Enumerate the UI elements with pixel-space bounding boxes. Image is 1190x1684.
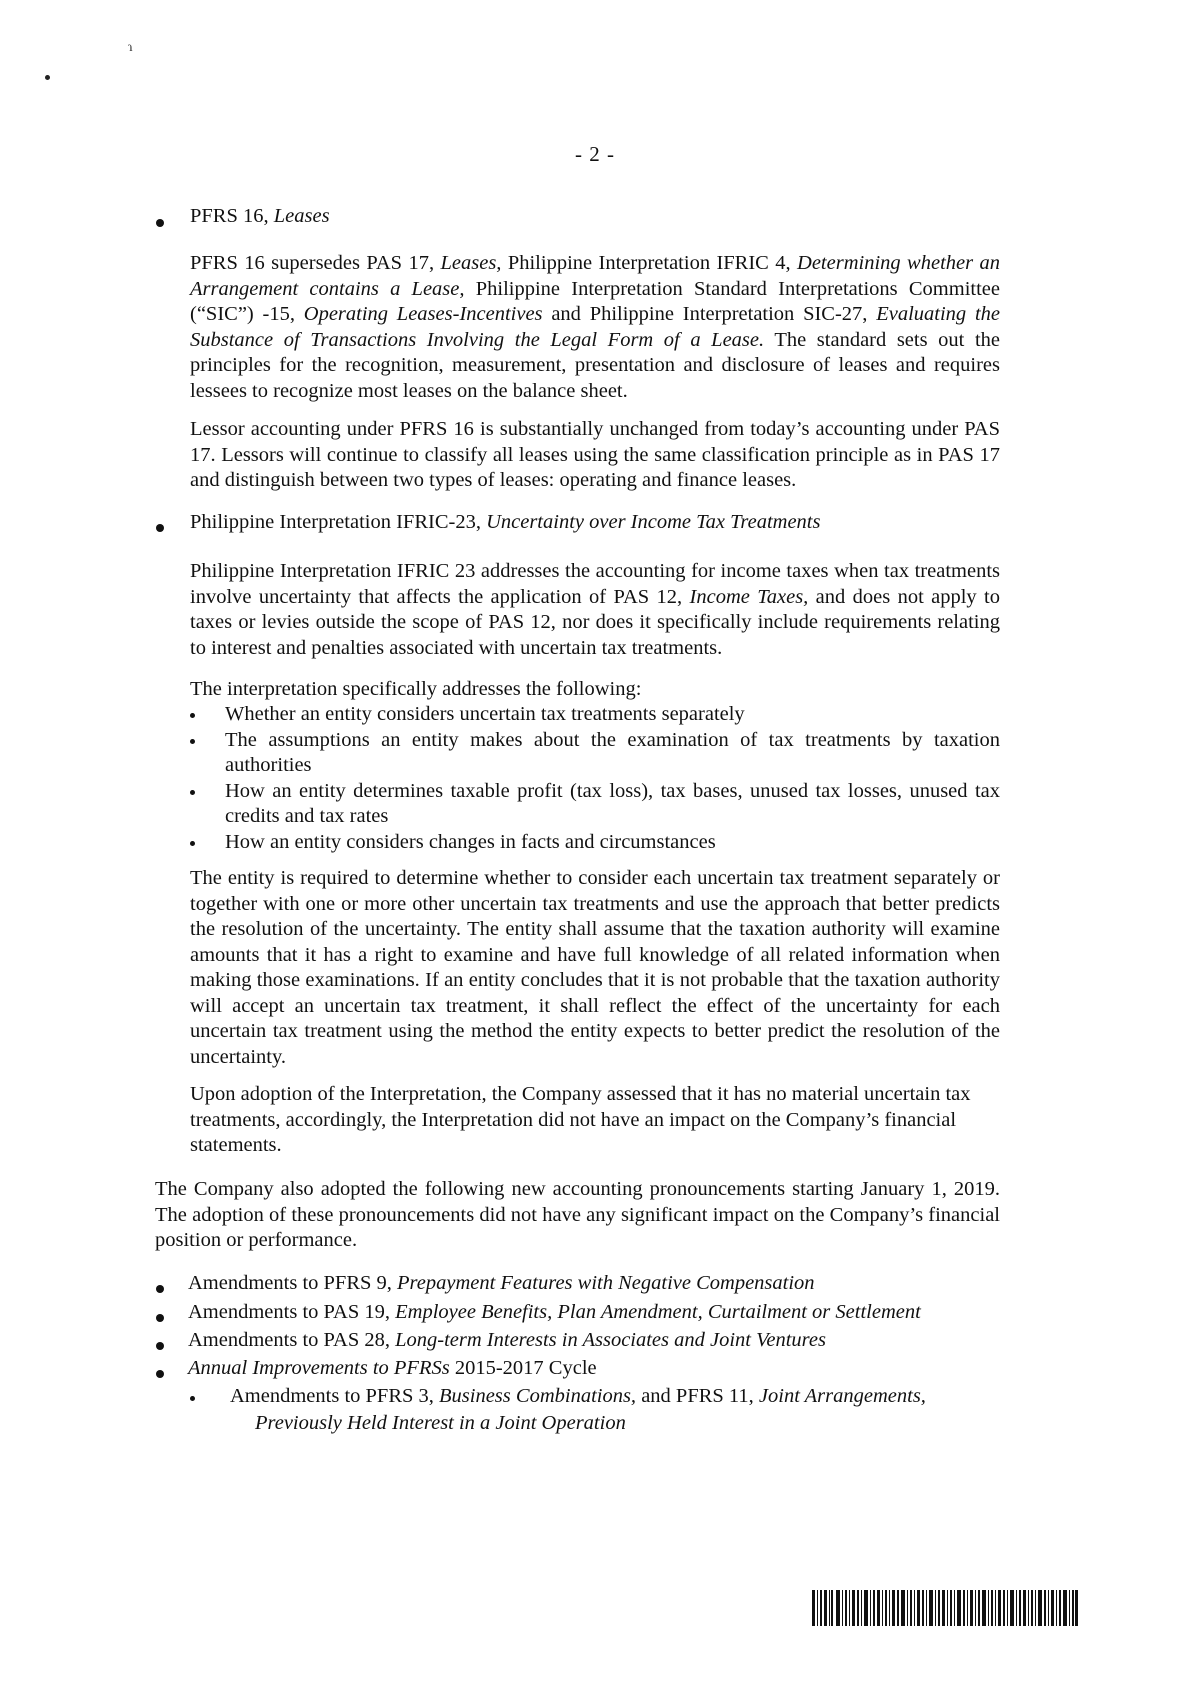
text-run-italic: Operating Leases-Incentives bbox=[303, 303, 543, 325]
page-number: - 2 - bbox=[575, 142, 615, 166]
bullet-icon bbox=[190, 739, 195, 744]
text-run-italic: Determining whether an Arrangement contains a Lease, bbox=[190, 252, 1000, 300]
text-run-italic: Employee Benefits, Plan Amendment, Curtailment or Settlement bbox=[395, 1301, 921, 1323]
text-run: and does not apply to taxes or levies outside the scope of PAS 12, nor does it specifically include requirements relating to interest and penalties associated with uncertain tax treatments. bbox=[190, 585, 1000, 659]
ifric23-heading-title: Uncertainty over Income Tax Treatments bbox=[486, 511, 821, 533]
ifric23-list-intro: The interpretation specifically addresses the following: bbox=[190, 678, 642, 700]
annual-improvements-subitem-cont bbox=[255, 1411, 626, 1437]
scan-speck: ɿ bbox=[128, 40, 133, 55]
text-line: statements. bbox=[190, 1134, 282, 1156]
list-item bbox=[188, 830, 1000, 856]
text-run: Philippine Interpretation Standard Interpretations Committee (“SIC”) -15, bbox=[190, 277, 1000, 325]
bullet-icon bbox=[156, 1370, 164, 1378]
bullet-icon bbox=[156, 1285, 164, 1293]
text-line: treatments, accordingly, the Interpretation did not have an impact on the Company’s financial bbox=[190, 1108, 957, 1131]
list-item bbox=[188, 1300, 1068, 1326]
text-run-italic: Joint Arrangements, bbox=[758, 1385, 926, 1407]
text-run: Amendments to PAS 28, bbox=[188, 1329, 396, 1351]
list-item bbox=[188, 728, 1000, 779]
text-run-italic: Prepayment Features with Negative Compensation bbox=[397, 1272, 815, 1294]
bullet-icon bbox=[190, 713, 195, 718]
bullet-icon bbox=[190, 790, 195, 795]
text-run: Amendments to PAS 19, bbox=[188, 1301, 396, 1323]
ifric23-paragraph-3: The entity is required to determine whether to consider each uncertain tax treatment separately or together with one or more other uncertain tax treatments and use the approach that better predicts the resolution of the uncertainty. The entity shall assume that the taxation authority will examine amounts that it has a right to examine and have full knowledge of all related information when making those examinations. If an entity concludes that it is not probable that the taxation authority will accept an uncertain tax treatment, it shall reflect the effect of the uncertainty for each uncertain tax treatment using the method the entity expects to better predict the resolution of the uncertainty. bbox=[190, 867, 1000, 1068]
pfrs16-heading-code: PFRS 16, bbox=[190, 205, 274, 227]
scan-dot bbox=[45, 75, 50, 80]
bullet-icon bbox=[156, 524, 164, 532]
pfrs16-paragraph-1 bbox=[190, 251, 1000, 404]
ifric23-heading-code: Philippine Interpretation IFRIC-23, bbox=[190, 511, 487, 533]
list-item-text: The assumptions an entity makes about the examination of tax treatments by taxation authorities bbox=[225, 728, 1000, 776]
text-run-italic: Leases, bbox=[440, 252, 502, 274]
annual-improvements-subitem bbox=[230, 1384, 1000, 1410]
pfrs16-heading-title: Leases bbox=[273, 205, 330, 227]
text-line: Upon adoption of the Interpretation, the Company assessed that it has no material uncertain tax bbox=[190, 1083, 971, 1105]
ifric23-paragraph-4 bbox=[190, 1082, 1000, 1159]
text-run: Amendments to PFRS 3, bbox=[230, 1385, 440, 1407]
text-run-italic: Previously Held Interest in a Joint Operation bbox=[255, 1412, 626, 1434]
text-run: and Philippine Interpretation SIC-27, bbox=[542, 303, 877, 325]
text-run-italic: Long-term Interests in Associates and Joint Ventures bbox=[395, 1329, 826, 1351]
text-run-italic: Evaluating the Substance of Transactions Involving the Legal Form of a Lease. bbox=[190, 303, 1000, 351]
text-run: Philippine Interpretation IFRIC 23 addresses the accounting for income taxes when tax treatments involve uncertainty that affects the application of PAS 12, bbox=[190, 560, 1000, 608]
ifric23-paragraph-1 bbox=[190, 559, 1000, 661]
text-run-italic: Business Combinations, bbox=[439, 1385, 637, 1407]
list-item-text: How an entity considers changes in facts and circumstances bbox=[225, 830, 716, 853]
text-run-italic: Income Taxes, bbox=[689, 585, 809, 608]
bullet-icon bbox=[156, 1314, 164, 1322]
text-run: and PFRS 11, bbox=[636, 1385, 759, 1407]
text-run: PFRS 16 supersedes PAS 17, bbox=[190, 252, 441, 274]
bullet-icon bbox=[190, 1396, 195, 1401]
text-run-italic: Annual Improvements to PFRSs bbox=[188, 1357, 450, 1379]
pfrs16-heading bbox=[190, 204, 330, 230]
list-item bbox=[188, 779, 1000, 830]
bullet-icon bbox=[156, 1342, 164, 1350]
ifric23-heading bbox=[190, 510, 820, 536]
text-run: The standard sets out the principles for the recognition, measurement, presentation and disclosure of leases and requires lessees to recognize most leases on the balance sheet. bbox=[190, 328, 1000, 402]
list-item bbox=[188, 1356, 1068, 1382]
pfrs16-paragraph-2: Lessor accounting under PFRS 16 is substantially unchanged from today’s accounting under PAS 17. Lessors will continue to classify all leases using the same classification principle as in PAS 17 and distinguish between two types of leases: operating and finance leases. bbox=[190, 418, 1000, 491]
list-item-text: How an entity determines taxable profit (tax loss), tax bases, unused tax losses, unused tax credits and tax rates bbox=[225, 779, 1000, 827]
barcode-icon bbox=[812, 1590, 1078, 1626]
bullet-icon bbox=[190, 841, 195, 846]
list-item bbox=[188, 702, 1000, 728]
list-item bbox=[188, 1271, 1068, 1297]
other-pronouncements-intro: The Company also adopted the following new accounting pronouncements starting January 1, 2019. The adoption of these pronouncements did not have any significant impact on the Company’s financial position or performance. bbox=[155, 1178, 1000, 1251]
ifric23-list bbox=[188, 702, 1000, 855]
list-item-text: Whether an entity considers uncertain tax treatments separately bbox=[225, 703, 745, 725]
bullet-icon bbox=[156, 219, 164, 227]
list-item bbox=[188, 1328, 1068, 1354]
text-run: 2015-2017 Cycle bbox=[449, 1357, 597, 1379]
text-run: Philippine Interpretation IFRIC 4, bbox=[501, 252, 798, 274]
text-run: Amendments to PFRS 9, bbox=[188, 1272, 398, 1294]
